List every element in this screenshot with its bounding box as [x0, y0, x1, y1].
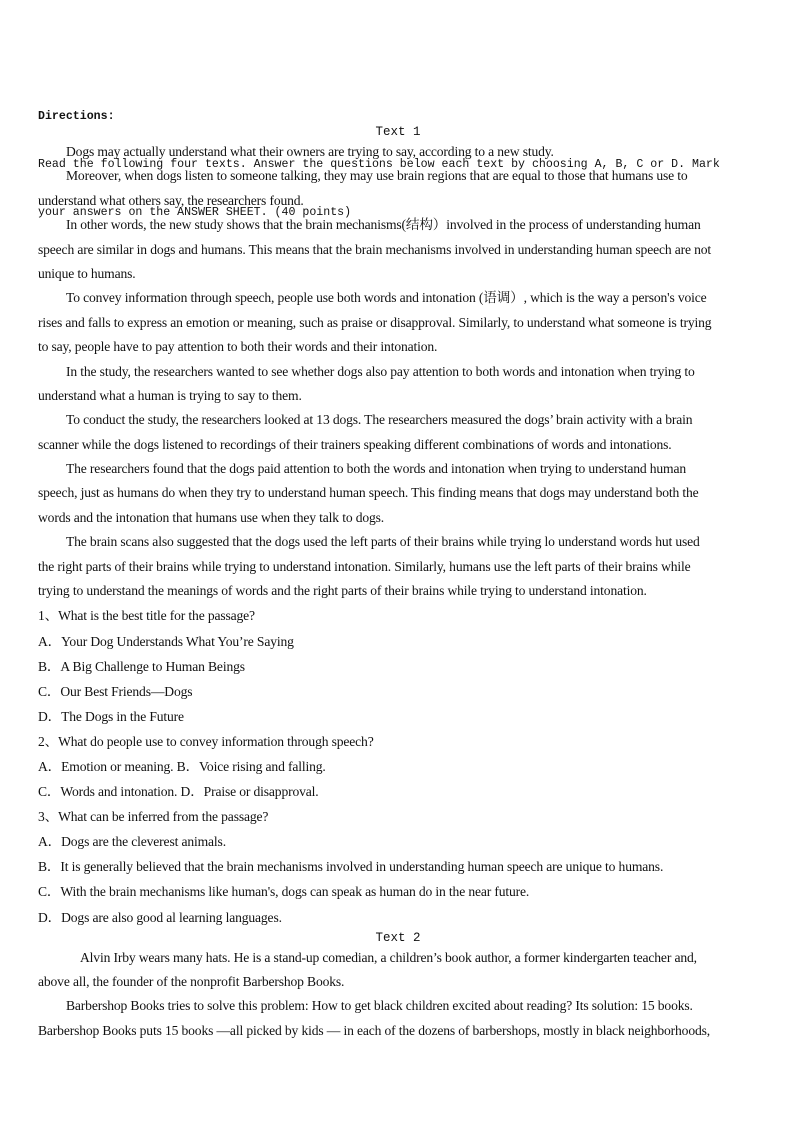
- answer-option: C．Words and intonation. D．Praise or disapproval.: [38, 784, 319, 800]
- directions-line: Read the following four texts. Answer the questions below each text by choosing A, B, C or D. Mark: [38, 158, 720, 171]
- passage-line: trying to understand the meanings of words and the right parts of their brains while trying to understand intonation.: [38, 583, 647, 599]
- passage-line: Moreover, when dogs listen to someone talking, they may use brain regions that are equal to those that humans use to: [66, 168, 688, 184]
- answer-option: A．Dogs are the cleverest animals.: [38, 834, 226, 850]
- passage-line: To convey information through speech, people use both words and intonation (语调）, which is the way a person's voice: [66, 290, 707, 306]
- passage-line: words and the intonation that humans use when they talk to dogs.: [38, 509, 385, 525]
- passage-line: Dogs may actually understand what their owners are trying to say, according to a new study.: [66, 144, 554, 159]
- passage-line: To conduct the study, the researchers looked at 13 dogs. The researchers measured the dogs’ brain activity with a brain: [66, 412, 693, 428]
- passage-line: Alvin Irby wears many hats. He is a stand-up comedian, a children’s book author, a former kindergarten teacher and,: [80, 949, 697, 965]
- section-title: Text 2: [375, 930, 421, 945]
- answer-option: B．A Big Challenge to Human Beings: [38, 658, 245, 674]
- answer-option: D．The Dogs in the Future: [38, 708, 184, 724]
- passage-line: Barbershop Books tries to solve this problem: How to get black children excited about reading? Its solution: 15 books.: [66, 998, 693, 1014]
- question-stem: 3、What can be inferred from the passage?: [38, 809, 269, 825]
- answer-option: A．Emotion or meaning. B．Voice rising and falling.: [38, 758, 326, 774]
- question-stem: 1、What is the best title for the passage?: [38, 608, 255, 624]
- passage-line: speech, just as humans do when they try to understand human speech. This finding means that dogs may understand both the: [38, 485, 699, 501]
- directions-heading: Directions:: [38, 110, 115, 123]
- passage-line: In other words, the new study shows that the brain mechanisms(结构）involved in the process of understanding human: [66, 217, 701, 233]
- answer-option: A．Your Dog Understands What You’re Saying: [38, 633, 294, 649]
- passage-line: understand what a human is trying to say to them.: [38, 387, 302, 403]
- passage-line: The researchers found that the dogs paid attention to both the words and intonation when trying to understand human: [66, 461, 686, 477]
- passage-line: rises and falls to express an emotion or meaning, such as praise or disapproval. Similarly, to understand what someone is trying: [38, 314, 712, 330]
- question-stem: 2、What do people use to convey information through speech?: [38, 733, 374, 749]
- section-title: Text 1: [375, 125, 421, 139]
- directions-line: your answers on the ANSWER SHEET. (40 points): [38, 206, 352, 219]
- passage-line: understand what others say, the researchers found.: [38, 192, 304, 208]
- passage-line: The brain scans also suggested that the dogs used the left parts of their brains while trying lo understand words hut used: [66, 534, 700, 550]
- passage-line: speech are similar in dogs and humans. This means that the brain mechanisms involved in understanding human speech are not: [38, 241, 712, 257]
- answer-option: D．Dogs are also good al learning languages.: [38, 909, 282, 925]
- passage-line: Barbershop Books puts 15 books —all picked by kids — in each of the dozens of barbershops, mostly in black neighborhoods,: [38, 1022, 711, 1038]
- document-body: [38, 124, 758, 1043]
- answer-option: B．It is generally believed that the brain mechanisms involved in understanding human speech are unique to humans.: [38, 859, 664, 875]
- answer-option: C．With the brain mechanisms like human's, dogs can speak as human do in the near future.: [38, 884, 530, 900]
- passage-line: scanner while the dogs listened to recordings of their trainers speaking different combinations of words and intonations.: [38, 436, 672, 452]
- passage-line: the right parts of their brains while trying to understand intonation. Similarly, humans use the left parts of their brains while: [38, 558, 691, 574]
- passage-line: unique to humans.: [38, 265, 136, 281]
- passage-line: In the study, the researchers wanted to see whether dogs also pay attention to both words and intonation when trying to: [66, 363, 695, 379]
- passage-line: above all, the founder of the nonprofit Barbershop Books.: [38, 974, 345, 990]
- passage-line: to say, people have to pay attention to both their words and their intonation.: [38, 339, 438, 355]
- answer-option: C．Our Best Friends—Dogs: [38, 683, 193, 699]
